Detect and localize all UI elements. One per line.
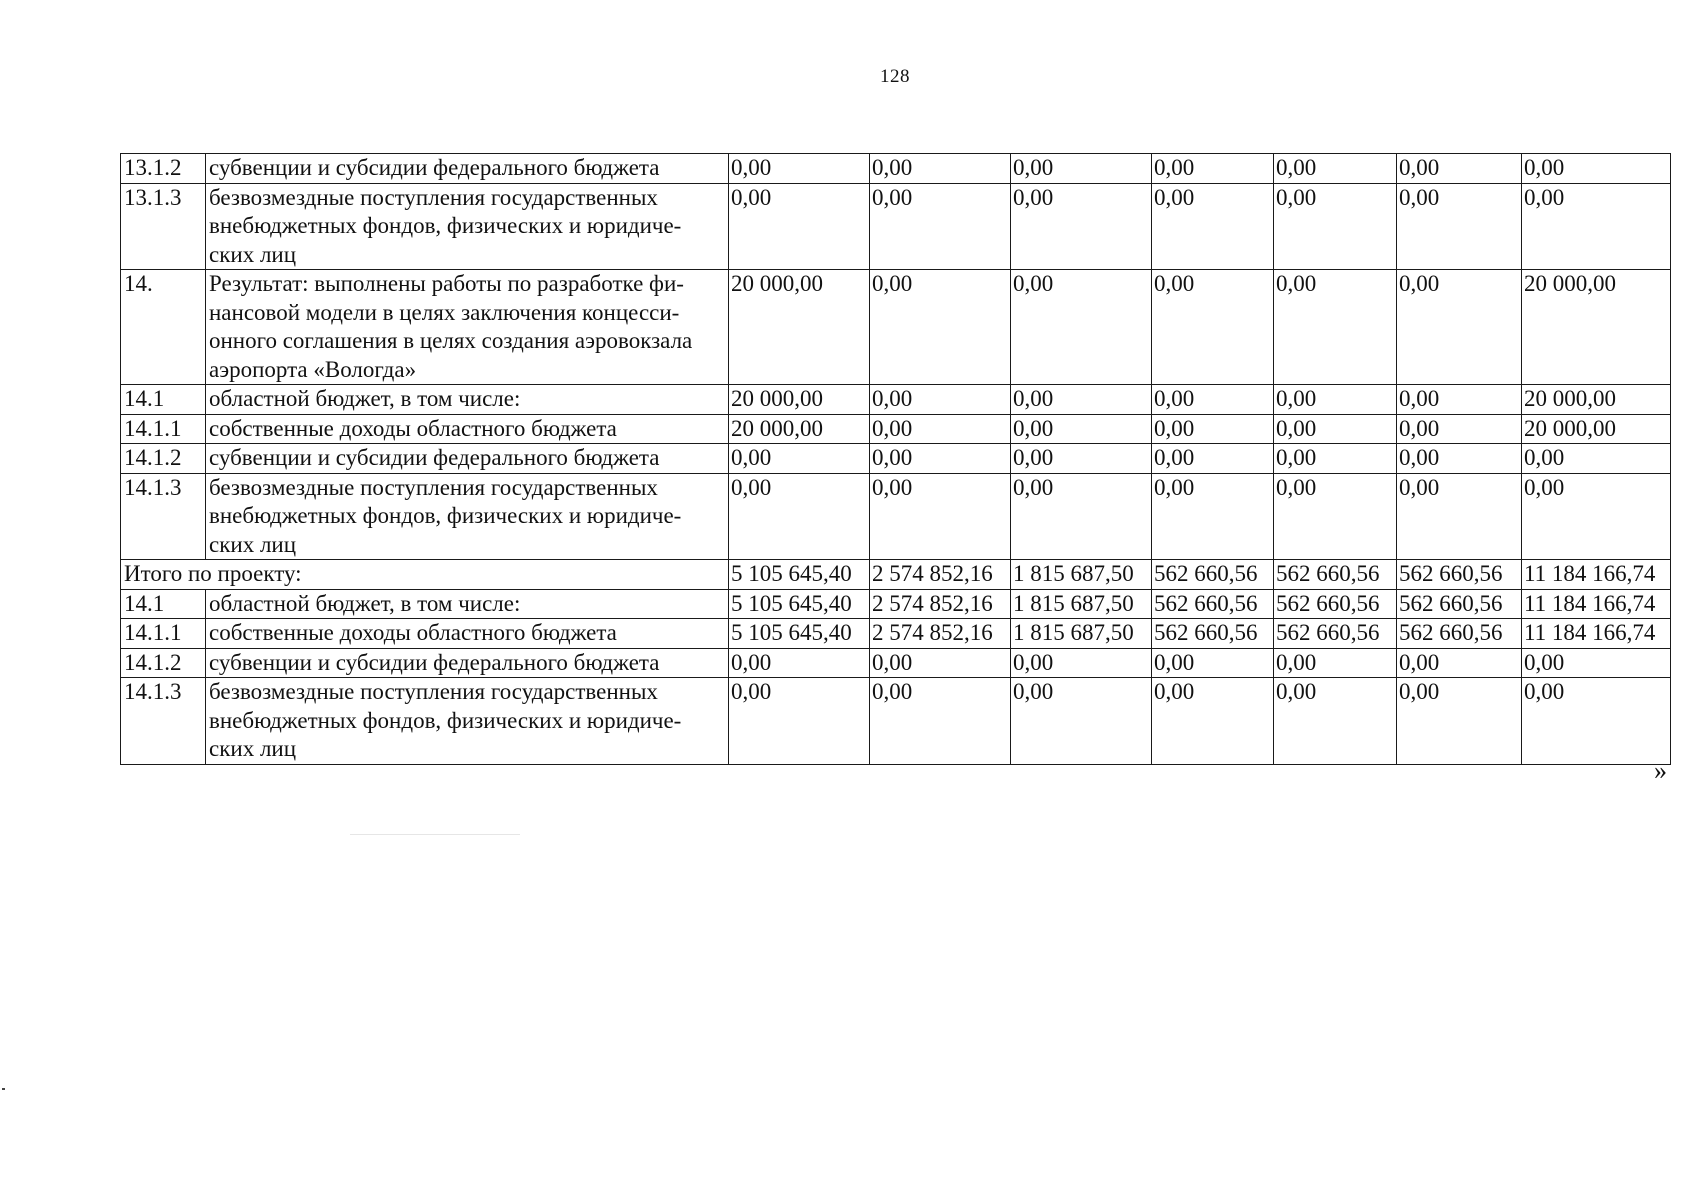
table-row	[121, 154, 1671, 184]
value-cell: 562 660,56	[1397, 619, 1522, 649]
value-cell: 0,00	[1522, 444, 1671, 474]
value-cell: 2 574 852,16	[870, 619, 1011, 649]
value-cell: 0,00	[1274, 183, 1397, 270]
value-cell: 0,00	[1522, 473, 1671, 560]
value-cell: 0,00	[1522, 678, 1671, 765]
value-cell: 0,00	[1397, 648, 1522, 678]
value-cell: 562 660,56	[1152, 619, 1274, 649]
value-cell: 2 574 852,16	[870, 560, 1011, 590]
value-cell: 0,00	[1011, 678, 1152, 765]
row-description: субвенции и субсидии федерального бюджета	[206, 444, 729, 474]
page-number: 128	[880, 66, 910, 87]
value-cell: 20 000,00	[1522, 414, 1671, 444]
table-row	[121, 589, 1671, 619]
value-cell: 0,00	[1274, 444, 1397, 474]
row-code: 14.1	[121, 589, 206, 619]
value-cell: 562 660,56	[1397, 560, 1522, 590]
value-cell: 20 000,00	[1522, 385, 1671, 415]
value-cell: 0,00	[729, 648, 870, 678]
value-cell: 20 000,00	[729, 270, 870, 385]
row-description: субвенции и субсидии федерального бюджета	[206, 648, 729, 678]
value-cell: 562 660,56	[1152, 589, 1274, 619]
value-cell: 0,00	[1274, 414, 1397, 444]
value-cell: 11 184 166,74	[1522, 589, 1671, 619]
value-cell: 0,00	[1397, 473, 1522, 560]
row-description: Результат: выполнены работы по разработке фи-нансовой модели в целях заключения концесси-онного соглашения в целях создания аэровокзала аэропорта «Вологда»	[206, 270, 729, 385]
value-cell: 0,00	[1397, 678, 1522, 765]
row-code: 14.1.3	[121, 678, 206, 765]
value-cell: 0,00	[729, 183, 870, 270]
value-cell: 562 660,56	[1274, 589, 1397, 619]
value-cell: 0,00	[870, 385, 1011, 415]
table-row	[121, 473, 1671, 560]
row-code: 13.1.2	[121, 154, 206, 184]
value-cell: 0,00	[870, 678, 1011, 765]
value-cell: 0,00	[1274, 270, 1397, 385]
value-cell: 0,00	[1152, 473, 1274, 560]
value-cell: 562 660,56	[1152, 560, 1274, 590]
row-description: безвозмездные поступления государственных внебюджетных фондов, физических и юридиче-ских лиц	[206, 183, 729, 270]
row-description: безвозмездные поступления государственных внебюджетных фондов, физических и юридиче-ских лиц	[206, 473, 729, 560]
value-cell: 5 105 645,40	[729, 589, 870, 619]
value-cell: 0,00	[1522, 183, 1671, 270]
scan-edge-mark	[2, 1088, 5, 1090]
value-cell: 0,00	[1274, 154, 1397, 184]
row-description: областной бюджет, в том числе:	[206, 385, 729, 415]
value-cell: 0,00	[1152, 385, 1274, 415]
value-cell: 0,00	[1011, 444, 1152, 474]
value-cell: 0,00	[1152, 444, 1274, 474]
value-cell: 11 184 166,74	[1522, 619, 1671, 649]
value-cell: 0,00	[1274, 678, 1397, 765]
closing-quote: »	[1654, 756, 1667, 785]
table-row	[121, 183, 1671, 270]
total-row	[121, 560, 1671, 590]
value-cell: 20 000,00	[729, 385, 870, 415]
row-description: субвенции и субсидии федерального бюджета	[206, 154, 729, 184]
value-cell: 0,00	[1152, 414, 1274, 444]
value-cell: 562 660,56	[1274, 560, 1397, 590]
value-cell: 2 574 852,16	[870, 589, 1011, 619]
value-cell: 0,00	[1152, 154, 1274, 184]
value-cell: 0,00	[1522, 648, 1671, 678]
value-cell: 0,00	[1397, 154, 1522, 184]
value-cell: 0,00	[870, 183, 1011, 270]
value-cell: 0,00	[870, 154, 1011, 184]
value-cell: 562 660,56	[1397, 589, 1522, 619]
value-cell: 1 815 687,50	[1011, 619, 1152, 649]
value-cell: 0,00	[1397, 414, 1522, 444]
value-cell: 0,00	[1522, 154, 1671, 184]
value-cell: 0,00	[870, 444, 1011, 474]
value-cell: 0,00	[1397, 270, 1522, 385]
value-cell: 0,00	[870, 648, 1011, 678]
value-cell: 0,00	[1011, 648, 1152, 678]
row-code: 14.1.1	[121, 619, 206, 649]
value-cell: 0,00	[1397, 444, 1522, 474]
row-code: 13.1.3	[121, 183, 206, 270]
value-cell: 0,00	[1397, 385, 1522, 415]
value-cell: 20 000,00	[1522, 270, 1671, 385]
value-cell: 20 000,00	[729, 414, 870, 444]
value-cell: 0,00	[1152, 648, 1274, 678]
value-cell: 562 660,56	[1274, 619, 1397, 649]
budget-table	[120, 153, 1671, 765]
value-cell: 0,00	[1152, 183, 1274, 270]
value-cell: 0,00	[1274, 648, 1397, 678]
value-cell: 0,00	[870, 414, 1011, 444]
value-cell: 0,00	[1397, 183, 1522, 270]
value-cell: 0,00	[729, 154, 870, 184]
row-code: 14.1.3	[121, 473, 206, 560]
table-row	[121, 648, 1671, 678]
table-row	[121, 678, 1671, 765]
table-row	[121, 414, 1671, 444]
value-cell: 0,00	[1011, 385, 1152, 415]
row-code: 14.1.1	[121, 414, 206, 444]
value-cell: 0,00	[729, 473, 870, 560]
row-code: 14.	[121, 270, 206, 385]
value-cell: 0,00	[1274, 473, 1397, 560]
value-cell: 0,00	[1152, 270, 1274, 385]
table-row	[121, 270, 1671, 385]
value-cell: 0,00	[1011, 183, 1152, 270]
value-cell: 1 815 687,50	[1011, 560, 1152, 590]
value-cell: 0,00	[1011, 270, 1152, 385]
value-cell: 0,00	[1152, 678, 1274, 765]
row-description: безвозмездные поступления государственных внебюджетных фондов, физических и юридиче-ских лиц	[206, 678, 729, 765]
value-cell: 11 184 166,74	[1522, 560, 1671, 590]
value-cell: 0,00	[1011, 473, 1152, 560]
value-cell: 5 105 645,40	[729, 619, 870, 649]
value-cell: 0,00	[729, 444, 870, 474]
value-cell: 0,00	[1274, 385, 1397, 415]
value-cell: 0,00	[729, 678, 870, 765]
value-cell: 0,00	[1011, 414, 1152, 444]
value-cell: 0,00	[870, 270, 1011, 385]
row-code: 14.1.2	[121, 648, 206, 678]
value-cell: 0,00	[1011, 154, 1152, 184]
row-description: собственные доходы областного бюджета	[206, 619, 729, 649]
total-label: Итого по проекту:	[121, 560, 729, 590]
row-code: 14.1.2	[121, 444, 206, 474]
row-description: областной бюджет, в том числе:	[206, 589, 729, 619]
value-cell: 5 105 645,40	[729, 560, 870, 590]
value-cell: 0,00	[870, 473, 1011, 560]
table-row	[121, 444, 1671, 474]
table-row	[121, 619, 1671, 649]
row-description: собственные доходы областного бюджета	[206, 414, 729, 444]
row-code: 14.1	[121, 385, 206, 415]
table-row	[121, 385, 1671, 415]
scan-artifact-line	[350, 834, 520, 835]
value-cell: 1 815 687,50	[1011, 589, 1152, 619]
